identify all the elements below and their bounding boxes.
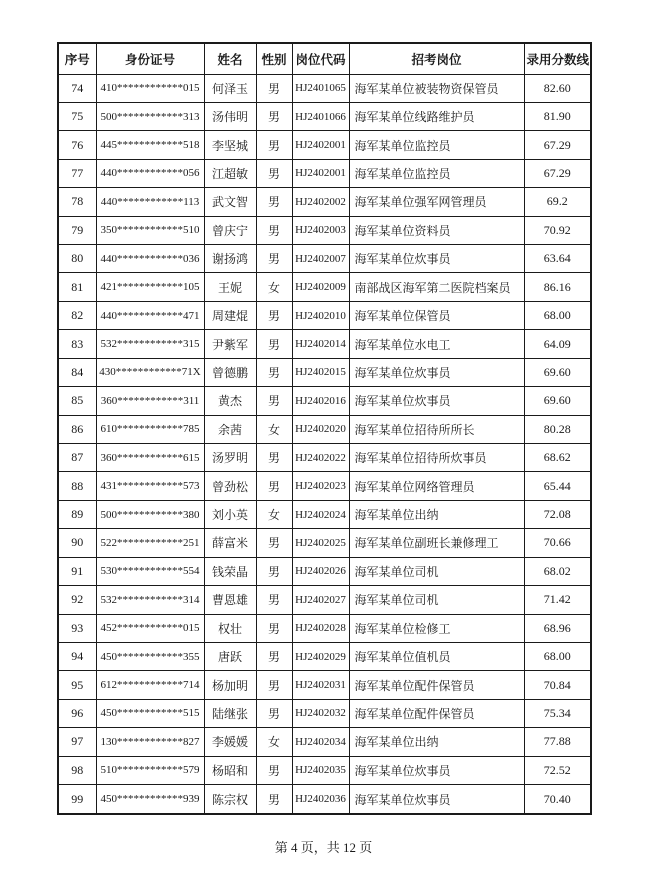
cell-gender: 男 [256, 301, 292, 329]
cell-id-number: 410************015 [96, 74, 204, 102]
cell-position-code: HJ2402029 [292, 642, 349, 670]
table-row [58, 415, 591, 443]
cell-id-number: 440************036 [96, 245, 204, 273]
cell-position-code: HJ2402034 [292, 728, 349, 756]
cell-serial: 81 [58, 273, 96, 301]
cell-score: 70.40 [524, 785, 591, 814]
cell-id-number: 500************380 [96, 500, 204, 528]
cell-position-code: HJ2402001 [292, 131, 349, 159]
cell-name: 曾庆宁 [204, 216, 256, 244]
cell-score: 70.84 [524, 671, 591, 699]
cell-position-title: 海军某单位司机 [349, 586, 524, 614]
cell-serial: 82 [58, 301, 96, 329]
cell-position-title: 海军某单位保管员 [349, 301, 524, 329]
cell-serial: 79 [58, 216, 96, 244]
cell-serial: 94 [58, 642, 96, 670]
cell-gender: 男 [256, 188, 292, 216]
cell-serial: 76 [58, 131, 96, 159]
cell-position-code: HJ2402016 [292, 387, 349, 415]
cell-gender: 男 [256, 358, 292, 386]
cell-id-number: 450************515 [96, 699, 204, 727]
cell-serial: 74 [58, 74, 96, 102]
cell-position-title: 海军某单位配件保管员 [349, 699, 524, 727]
table-row [58, 301, 591, 329]
cell-position-title: 海军某单位炊事员 [349, 245, 524, 273]
cell-gender: 男 [256, 131, 292, 159]
cell-serial: 89 [58, 500, 96, 528]
cell-gender: 男 [256, 642, 292, 670]
cell-id-number: 440************113 [96, 188, 204, 216]
cell-gender: 男 [256, 216, 292, 244]
cell-score: 64.09 [524, 330, 591, 358]
cell-position-code: HJ2402027 [292, 586, 349, 614]
cell-id-number: 431************573 [96, 472, 204, 500]
cell-name: 尹紫军 [204, 330, 256, 358]
cell-serial: 90 [58, 529, 96, 557]
table-row [58, 586, 591, 614]
cell-name: 余茜 [204, 415, 256, 443]
cell-position-code: HJ2402001 [292, 159, 349, 187]
cell-id-number: 360************615 [96, 443, 204, 471]
cell-serial: 87 [58, 443, 96, 471]
table-row [58, 74, 591, 102]
cell-position-title: 海军某单位司机 [349, 557, 524, 585]
header-position-title: 招考岗位 [349, 43, 524, 74]
cell-position-code: HJ2402002 [292, 188, 349, 216]
cell-serial: 96 [58, 699, 96, 727]
cell-serial: 88 [58, 472, 96, 500]
table-row [58, 756, 591, 784]
cell-score: 67.29 [524, 131, 591, 159]
cell-id-number: 510************579 [96, 756, 204, 784]
cell-serial: 84 [58, 358, 96, 386]
cell-score: 65.44 [524, 472, 591, 500]
cell-score: 63.64 [524, 245, 591, 273]
table-row [58, 614, 591, 642]
cell-position-code: HJ2402031 [292, 671, 349, 699]
table-row [58, 159, 591, 187]
cell-position-title: 海军某单位线路维护员 [349, 102, 524, 130]
cell-serial: 95 [58, 671, 96, 699]
cell-serial: 83 [58, 330, 96, 358]
cell-score: 68.96 [524, 614, 591, 642]
cell-name: 权壮 [204, 614, 256, 642]
cell-name: 武文智 [204, 188, 256, 216]
cell-position-title: 海军某单位值机员 [349, 642, 524, 670]
table-row [58, 443, 591, 471]
table-row [58, 273, 591, 301]
cell-id-number: 350************510 [96, 216, 204, 244]
cell-name: 刘小英 [204, 500, 256, 528]
cell-id-number: 610************785 [96, 415, 204, 443]
cell-id-number: 421************105 [96, 273, 204, 301]
cell-id-number: 430************71X [96, 358, 204, 386]
cell-position-code: HJ2402035 [292, 756, 349, 784]
header-serial: 序号 [58, 43, 96, 74]
cell-gender: 男 [256, 785, 292, 814]
cell-name: 曹恩雄 [204, 586, 256, 614]
cell-gender: 男 [256, 387, 292, 415]
cell-name: 陈宗权 [204, 785, 256, 814]
cell-position-code: HJ2402032 [292, 699, 349, 727]
cell-position-code: HJ2402010 [292, 301, 349, 329]
cell-position-title: 海军某单位资料员 [349, 216, 524, 244]
cell-id-number: 532************315 [96, 330, 204, 358]
cell-position-code: HJ2402009 [292, 273, 349, 301]
cell-serial: 99 [58, 785, 96, 814]
table-row [58, 529, 591, 557]
cell-score: 72.52 [524, 756, 591, 784]
cell-score: 81.90 [524, 102, 591, 130]
cell-gender: 男 [256, 529, 292, 557]
cell-position-code: HJ2402036 [292, 785, 349, 814]
cell-name: 杨昭和 [204, 756, 256, 784]
cell-serial: 93 [58, 614, 96, 642]
cell-score: 69.2 [524, 188, 591, 216]
cell-score: 69.60 [524, 387, 591, 415]
cell-name: 李坚城 [204, 131, 256, 159]
cell-score: 72.08 [524, 500, 591, 528]
cell-position-title: 海军某单位招待所炊事员 [349, 443, 524, 471]
cell-gender: 男 [256, 756, 292, 784]
cell-position-title: 南部战区海军第二医院档案员 [349, 273, 524, 301]
cell-position-title: 海军某单位强军网管理员 [349, 188, 524, 216]
table-row [58, 245, 591, 273]
cell-position-title: 海军某单位监控员 [349, 131, 524, 159]
header-gender: 性别 [256, 43, 292, 74]
table-row [58, 671, 591, 699]
table-row [58, 216, 591, 244]
cell-gender: 男 [256, 671, 292, 699]
table-row [58, 785, 591, 814]
cell-position-code: HJ2402023 [292, 472, 349, 500]
cell-gender: 男 [256, 102, 292, 130]
table-row [58, 699, 591, 727]
table-row [58, 472, 591, 500]
cell-id-number: 612************714 [96, 671, 204, 699]
cell-position-code: HJ2402014 [292, 330, 349, 358]
header-id-number: 身份证号 [96, 43, 204, 74]
cell-position-title: 海军某单位配件保管员 [349, 671, 524, 699]
cell-name: 何泽玉 [204, 74, 256, 102]
cell-serial: 85 [58, 387, 96, 415]
cell-gender: 男 [256, 472, 292, 500]
cell-name: 黄杰 [204, 387, 256, 415]
cell-id-number: 450************939 [96, 785, 204, 814]
cell-position-code: HJ2402003 [292, 216, 349, 244]
cell-position-code: HJ2402015 [292, 358, 349, 386]
cell-serial: 97 [58, 728, 96, 756]
cell-gender: 男 [256, 586, 292, 614]
header-position-code: 岗位代码 [292, 43, 349, 74]
cell-name: 汤伟明 [204, 102, 256, 130]
cell-position-title: 海军某单位副班长兼修理工 [349, 529, 524, 557]
cell-gender: 男 [256, 245, 292, 273]
cell-name: 唐跃 [204, 642, 256, 670]
cell-position-code: HJ2402028 [292, 614, 349, 642]
cell-name: 汤罗明 [204, 443, 256, 471]
cell-position-code: HJ2402007 [292, 245, 349, 273]
header-score: 录用分数线 [524, 43, 591, 74]
cell-id-number: 440************471 [96, 301, 204, 329]
table-row [58, 557, 591, 585]
cell-serial: 92 [58, 586, 96, 614]
cell-score: 77.88 [524, 728, 591, 756]
cell-name: 王妮 [204, 273, 256, 301]
cell-gender: 男 [256, 614, 292, 642]
cell-name: 薛富米 [204, 529, 256, 557]
cell-serial: 77 [58, 159, 96, 187]
table-row [58, 642, 591, 670]
cell-position-title: 海军某单位出纳 [349, 500, 524, 528]
cell-gender: 男 [256, 74, 292, 102]
cell-gender: 女 [256, 415, 292, 443]
cell-score: 68.02 [524, 557, 591, 585]
cell-name: 谢扬鸿 [204, 245, 256, 273]
table-row [58, 131, 591, 159]
cell-score: 68.62 [524, 443, 591, 471]
cell-position-title: 海军某单位监控员 [349, 159, 524, 187]
cell-gender: 男 [256, 330, 292, 358]
header-row [58, 43, 591, 74]
cell-score: 68.00 [524, 301, 591, 329]
table-row [58, 330, 591, 358]
table-row [58, 500, 591, 528]
cell-score: 70.92 [524, 216, 591, 244]
cell-score: 86.16 [524, 273, 591, 301]
cell-position-code: HJ2401066 [292, 102, 349, 130]
cell-id-number: 360************311 [96, 387, 204, 415]
cell-position-title: 海军某单位检修工 [349, 614, 524, 642]
table-row [58, 728, 591, 756]
cell-gender: 男 [256, 557, 292, 585]
cell-position-code: HJ2402020 [292, 415, 349, 443]
page-footer: 第 4 页，共 12 页 [274, 840, 373, 855]
cell-id-number: 445************518 [96, 131, 204, 159]
cell-name: 李媛媛 [204, 728, 256, 756]
cell-position-code: HJ2402026 [292, 557, 349, 585]
cell-position-title: 海军某单位炊事员 [349, 387, 524, 415]
table-row [58, 188, 591, 216]
table-row [58, 387, 591, 415]
cell-id-number: 450************355 [96, 642, 204, 670]
cell-name: 杨加明 [204, 671, 256, 699]
cell-name: 钱荣晶 [204, 557, 256, 585]
cell-id-number: 500************313 [96, 102, 204, 130]
cell-serial: 78 [58, 188, 96, 216]
cell-name: 江超敏 [204, 159, 256, 187]
cell-id-number: 440************056 [96, 159, 204, 187]
cell-position-title: 海军某单位网络管理员 [349, 472, 524, 500]
table-row [58, 102, 591, 130]
cell-serial: 75 [58, 102, 96, 130]
cell-score: 70.66 [524, 529, 591, 557]
cell-position-title: 海军某单位招待所所长 [349, 415, 524, 443]
cell-score: 71.42 [524, 586, 591, 614]
cell-serial: 91 [58, 557, 96, 585]
cell-id-number: 532************314 [96, 586, 204, 614]
cell-score: 68.00 [524, 642, 591, 670]
cell-serial: 86 [58, 415, 96, 443]
cell-score: 69.60 [524, 358, 591, 386]
cell-id-number: 530************554 [96, 557, 204, 585]
cell-serial: 98 [58, 756, 96, 784]
cell-position-title: 海军某单位炊事员 [349, 756, 524, 784]
cell-position-code: HJ2401065 [292, 74, 349, 102]
cell-gender: 女 [256, 500, 292, 528]
table-row [58, 358, 591, 386]
cell-position-title: 海军某单位被装物资保管员 [349, 74, 524, 102]
cell-name: 曾德鹏 [204, 358, 256, 386]
cell-position-title: 海军某单位水电工 [349, 330, 524, 358]
cell-position-code: HJ2402024 [292, 500, 349, 528]
cell-score: 80.28 [524, 415, 591, 443]
cell-gender: 男 [256, 443, 292, 471]
cell-score: 82.60 [524, 74, 591, 102]
cell-id-number: 522************251 [96, 529, 204, 557]
cell-position-code: HJ2402025 [292, 529, 349, 557]
cell-position-title: 海军某单位出纳 [349, 728, 524, 756]
cell-name: 陆继张 [204, 699, 256, 727]
cell-name: 周建焜 [204, 301, 256, 329]
results-table [57, 42, 592, 815]
cell-id-number: 130************827 [96, 728, 204, 756]
cell-position-title: 海军某单位炊事员 [349, 358, 524, 386]
cell-score: 75.34 [524, 699, 591, 727]
cell-gender: 男 [256, 699, 292, 727]
cell-gender: 男 [256, 159, 292, 187]
cell-id-number: 452************015 [96, 614, 204, 642]
cell-position-title: 海军某单位炊事员 [349, 785, 524, 814]
cell-gender: 女 [256, 273, 292, 301]
cell-score: 67.29 [524, 159, 591, 187]
cell-serial: 80 [58, 245, 96, 273]
cell-gender: 女 [256, 728, 292, 756]
header-name: 姓名 [204, 43, 256, 74]
cell-name: 曾劲松 [204, 472, 256, 500]
cell-position-code: HJ2402022 [292, 443, 349, 471]
